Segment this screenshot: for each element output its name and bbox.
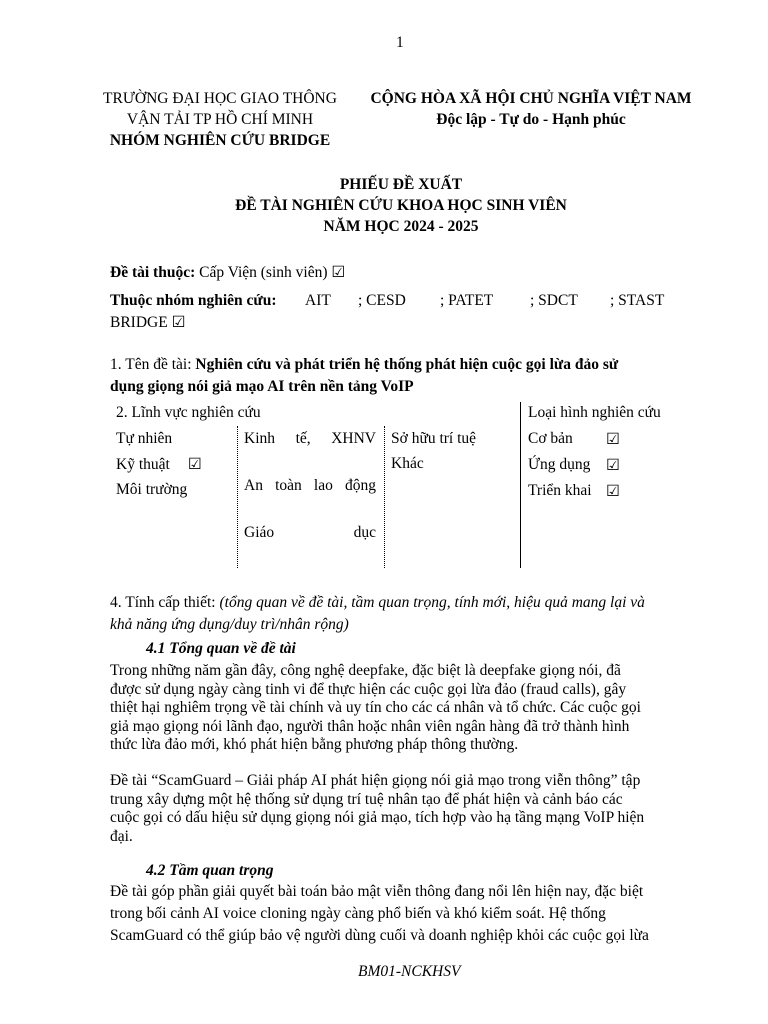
university-name-line2: VẬN TẢI TP HỒ CHÍ MINH [126,111,314,128]
type-applied-check: ☑ [606,457,620,474]
group-option-cesd: ; CESD [358,292,406,309]
topic-title-text: Nghiên cứu và phát triển hệ thống phát hiện cuộc gọi lừa đảo sử [195,356,619,373]
form-title: PHIẾU ĐỀ XUẤT [339,176,463,193]
university-name-line1: TRƯỜNG ĐẠI HỌC GIAO THÔNG [103,90,337,107]
section-importance-heading: 4.2 Tầm quan trọng [146,862,274,879]
research-field-header: 2. Lĩnh vực nghiên cứu [116,404,261,421]
field-education: Giáo dục [244,524,376,541]
section-overview-para1: Trong những năm gần đây, công nghệ deepfake, đặc biệt là deepfake giọng nói, đã được sử dụng ngày càng tinh vi để thực hiện các cuộc gọi lừa đảo (fraud calls), gây thiệt hại nghiêm trọng về tài chính và uy tín cho các cá nhân và tổ chức. Các cuộc gọi giả mạo giọng nói lãnh đạo, người thân hoặc nhân viên ngân hàng đã trở thành hình thức lừa đảo mới, khó phát hiện bằng phương pháp thông thường. [110,662,641,753]
type-deployment-check: ☑ [606,483,620,500]
type-basic: Cơ bản ☑ [528,430,620,448]
urgency-hint-line2: khả năng ứng dụng/duy trì/nhân rộng) [110,616,349,633]
form-code: BM01-NCKHSV [358,963,461,980]
field-other: Khác [391,455,424,472]
field-environment: Môi trường [116,481,188,498]
group-option-stast: ; STAST [610,292,665,309]
form-subtitle: ĐỀ TÀI NGHIÊN CỨU KHOA HỌC SINH VIÊN [235,197,567,214]
topic-title-line1 [110,356,694,374]
type-applied: Ứng dụng ☑ [528,456,620,474]
field-engineering: Kỹ thuật ☑ [116,456,202,473]
type-deployment: Triển khai ☑ [528,482,620,500]
section-importance-para: Đề tài góp phần giải quyết bài toán bảo mật viễn thông đang nổi lên hiện nay, đặc biệt trong bối cảnh AI voice cloning ngày càng phổ biến và khó kiểm soát. Hệ thống ScamGuard có thể giúp bảo vệ người dùng cuối và doanh nghiệp khỏi các cuộc gọi lừa [110,883,649,944]
field-engineering-check: ☑ [187,456,202,473]
page-number: 1 [396,34,404,51]
group-option-bridge: BRIDGE ☑ [110,314,186,331]
topic-title-line2: dụng giọng nói giả mạo AI trên nền tảng VoIP [110,378,414,395]
topic-title-prefix: 1. Tên đề tài: [110,356,196,373]
field-economics-humanities: Kinh tế, XHNV [244,430,376,447]
table-divider-3 [520,402,521,568]
section-overview-para2: Đề tài “ScamGuard – Giải pháp AI phát hiện giọng nói giả mạo trong viễn thông” tập trung xây dựng một hệ thống sử dụng trí tuệ nhân tạo để phát hiện và cảnh báo các cuộc gọi có dấu hiệu sử dụng giọng nói giả mạo, tích hợp vào hạ tầng mạng VoIP hiện đại. [110,772,645,845]
field-natural-science: Tự nhiên [116,430,173,447]
research-type-header: Loại hình nghiên cứu [528,404,661,421]
school-year: NĂM HỌC 2024 - 2025 [323,218,479,235]
type-basic-check: ☑ [606,431,620,448]
topic-level-value: Cấp Viện (sinh viên) ☑ [199,264,346,281]
group-option-sdct: ; SDCT [530,292,578,309]
table-divider-2 [384,426,386,568]
field-intellectual-property: Sở hữu trí tuệ [391,430,477,447]
topic-level-label: Đề tài thuộc: [110,264,196,281]
field-labor-safety: An toàn lao động [244,477,376,494]
section-overview-heading: 4.1 Tổng quan về đề tài [146,640,296,657]
group-option-patet: ; PATET [440,292,494,309]
national-motto: Độc lập - Tự do - Hạnh phúc [436,111,626,128]
group-option-ait: AIT [305,292,331,309]
table-divider-1 [237,426,239,568]
national-title: CỘNG HÒA XÃ HỘI CHỦ NGHĨA VIỆT NAM [370,90,692,107]
urgency-hint: (tổng quan về đề tài, tầm quan trọng, tính mới, hiệu quả mang lại và [219,594,645,611]
urgency-prefix: 4. Tính cấp thiết: [110,594,220,611]
urgency-line1 [110,594,645,612]
research-group-label: Thuộc nhóm nghiên cứu: [110,292,277,309]
research-group-name: NHÓM NGHIÊN CỨU BRIDGE [109,132,331,149]
topic-level-row [110,263,345,282]
